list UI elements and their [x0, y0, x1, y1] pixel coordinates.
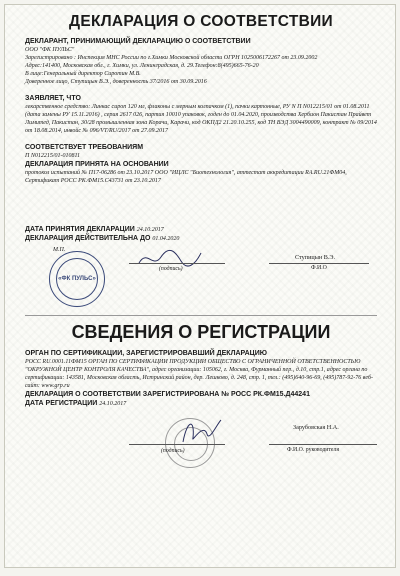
valid-date: 01.04.2020 — [152, 236, 180, 242]
registration-title: СВЕДЕНИЯ О РЕГИСТРАЦИИ — [71, 322, 331, 342]
registration-date: 24.10.2017 — [99, 401, 127, 407]
declarant-signature-block — [25, 243, 377, 309]
applicant-name: ООО "ФК ПУЛЬС" — [25, 47, 75, 53]
applicant-heading: ДЕКЛАРАНТ, ПРИНИМАЮЩИЙ ДЕКЛАРАЦИЮ О СООТВЕТСТВИИ — [25, 38, 251, 45]
document-title: ДЕКЛАРАЦИЯ О СООТВЕТСТВИИ — [69, 13, 333, 30]
valid-date-line — [25, 234, 377, 243]
accepted-date-label: ДАТА ПРИНЯТИЯ ДЕКЛАРАЦИИ — [25, 226, 135, 233]
registrar-signature-line — [129, 444, 225, 445]
accepted-date-line — [25, 225, 377, 234]
applicant-director: В лице:Генеральный директор Сиротин М.В. — [25, 71, 141, 77]
claims-heading: ЗАЯВЛЯЕТ, ЧТО — [25, 95, 81, 102]
declarant-signer-name: Ступицын В.Э. — [295, 254, 336, 261]
applicant-registered: Зарегистрировано : Инспекция МНС России по г.Химки Московской области ОГРН 1025006172267 от 23.09.2002 — [25, 55, 318, 61]
registrar-signer-name: Зарубовская Н.А. — [293, 424, 339, 431]
registration-line — [25, 390, 377, 399]
company-stamp — [49, 251, 105, 307]
registrar-signature-block — [25, 408, 377, 478]
registration-date-label: ДАТА РЕГИСТРАЦИИ — [25, 400, 98, 407]
valid-date-label: ДЕКЛАРАЦИЯ ДЕЙСТВИТЕЛЬНА ДО — [25, 235, 151, 242]
declarant-name-caption: Ф.И.О — [311, 265, 327, 271]
document-page — [4, 4, 396, 568]
mp-label: М.П. — [53, 247, 66, 253]
registration-label: ДЕКЛАРАЦИЯ О СООТВЕТСТВИИ ЗАРЕГИСТРИРОВАНА — [25, 391, 220, 398]
declarant-signature-line — [129, 263, 225, 264]
declarant-sign-caption: (подпись) — [159, 266, 183, 272]
declarant-name-line — [269, 263, 369, 264]
registration-number: № РОСС РК.ФМ15.Д44241 — [221, 391, 310, 398]
requirements-heading: СООТВЕТСТВУЕТ ТРЕБОВАНИЯМ — [25, 144, 144, 151]
accepted-date: 24.10.2017 — [136, 227, 164, 233]
applicant-trustee: Доверенное лицо, Ступицын В.Э., доверенность 37/2016 от 30.09.2016 — [25, 79, 207, 85]
basis-heading: ДЕКЛАРАЦИЯ ПРИНЯТА НА ОСНОВАНИИ — [25, 161, 169, 168]
document-body — [25, 13, 377, 557]
registration-date-line — [25, 399, 377, 408]
cert-body-heading: ОРГАН ПО СЕРТИФИКАЦИИ, ЗАРЕГИСТРИРОВАВШИЙ ДЕКЛАРАЦИЮ — [25, 350, 268, 357]
registrar-sign-caption: (подпись) — [161, 448, 185, 454]
applicant-address: Адрес:141400, Московская обл., г. Химки, ул. Ленинградская, д. 29.Телефон:8(495)665-76-20 — [25, 63, 259, 69]
cert-body-text: РОСС RU.0001.11ФМ15 ОРГАН ПО СЕРТИФИКАЦИИ ПРОДУКЦИИ ОБЩЕСТВО С ОГРАНИЧЕННОЙ ОТВЕТСТВЕННОСТЬЮ "ОКРУЖНОЙ ЦЕНТР КОНТРОЛЯ КАЧЕСТВА", адрес организации: 105062, г. Москва, Фурманный пер., д.10, стр.1, адрес органа по сертификации: 143581, Московская область, Истринский район, дер. Лешково, д. 248, стр. 1, тел.: (495)640-96-69, (495)787-92-76 веб-сайт: www.grp.ru — [25, 359, 373, 389]
registrar-signature — [179, 414, 225, 448]
company-stamp-text: «ФК ПУЛЬС» — [56, 258, 98, 300]
basis-text: протокол испытаний № П17-06286 от 23.10.2017 ООО "ИЦЛС "Биотехнология", аттестат аккредитации RA.RU.21ФМ04, Сертификат РОСС РК.ФМ15.С43731 от 23.10.2017 — [25, 170, 347, 184]
registrar-name-line — [269, 444, 377, 445]
claims-text: лекарственное средство: Линкас сироп 120 мл, флаконы с мерным колпачком (1), пачки картонные, РУ N П N012215/01 от 01.08.2011 (дата замены РУ 15.11.2016) , серия 2617 026, партия 10010 упаковок, годен до 01.04.2020, производства Хербион Пакистан Прайвет Лимитед, Пакистан, 30/28 промышленная зона Корачи, Карачи, код ОКПД2 21.20.10.255, код ТН ВЭД 3004490009, контракт № 09/2014 от 18.08.2014, инвойс № 096/VT/RU/2017 от 27.09.2017 — [25, 104, 377, 134]
requirements-value: П N012215/01-010811 — [25, 153, 81, 159]
section-divider — [25, 315, 377, 316]
registrar-name-caption: Ф.И.О. руководителя — [287, 447, 340, 453]
